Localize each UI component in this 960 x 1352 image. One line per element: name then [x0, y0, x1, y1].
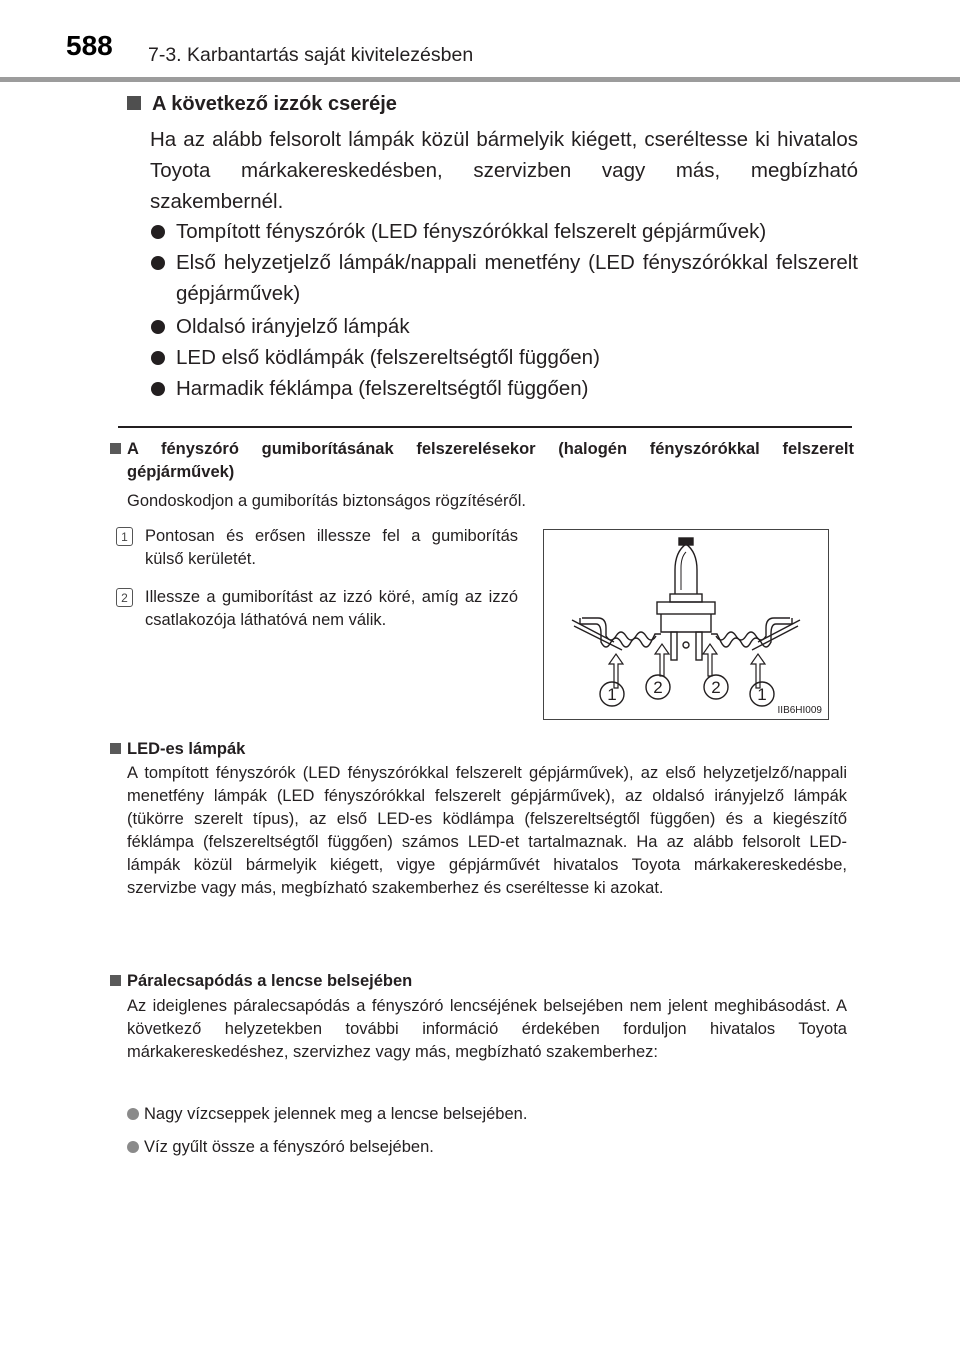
bulb-cover-figure — [543, 529, 829, 720]
bullet-dot-icon — [151, 225, 165, 239]
section-heading-rubber-cover — [110, 438, 854, 484]
page-number: 588 — [66, 30, 113, 61]
figure-label: 1 — [757, 685, 767, 704]
figure-label: 1 — [607, 685, 617, 704]
list-item-text: Tompított fényszórók (LED fényszórókkal felszerelt gépjárművek) — [176, 220, 767, 243]
square-bullet-icon — [110, 743, 121, 754]
list-item — [150, 247, 858, 309]
section-intro: Gondoskodjon a gumiborítás biztonságos rögzítéséről. — [127, 492, 526, 510]
list-item — [127, 1103, 847, 1126]
section-heading-condensation — [110, 970, 854, 993]
list-item-text: Oldalsó irányjelző lámpák — [176, 315, 410, 338]
square-bullet-icon — [127, 96, 141, 110]
bullet-dot-icon — [151, 382, 165, 396]
figure-label: 2 — [711, 678, 721, 697]
step-number: 2 — [116, 588, 133, 607]
bullet-dot-icon — [127, 1108, 139, 1120]
square-bullet-icon — [110, 975, 121, 986]
bullet-dot-icon — [127, 1141, 139, 1153]
bullet-dot-icon — [151, 351, 165, 365]
step-text: Pontosan és erősen illessze fel a gumiborítás külső kerületét. — [145, 527, 518, 568]
list-item-text: LED első ködlámpák (felszereltségtől függően) — [176, 346, 600, 369]
section-paragraph: Ha az alább felsorolt lámpák közül bármelyik kiégett, cseréltesse ki hivatalos Toyota márkakereskedésben, szervizben vagy más, megbízható szakembernél. — [150, 128, 858, 213]
list-item-text: Első helyzetjelző lámpák/nappali menetfény (LED fényszórókkal felszerelt gépjárművek) — [176, 251, 858, 305]
section-heading-text: A következő izzók cseréje — [152, 93, 397, 115]
list-item-text: Nagy vízcseppek jelennek meg a lencse belsejében. — [144, 1105, 528, 1123]
figure-code: IIB6HI009 — [777, 705, 822, 716]
list-item — [150, 342, 858, 373]
list-item-text: Víz gyűlt össze a fényszóró belsejében. — [144, 1138, 434, 1156]
step-number: 1 — [116, 527, 133, 546]
step-text: Illessze a gumiborítást az izzó köré, amíg az izzó csatlakozója láthatóvá nem válik. — [145, 588, 518, 629]
chapter-title: 7-3. Karbantartás saját kivitelezésben — [148, 44, 474, 66]
bulb-illustration — [544, 530, 828, 719]
section-heading-bulbs — [127, 93, 397, 116]
section-divider — [118, 426, 852, 428]
section-heading-text: A fényszóró gumiborításának felszerelésekor (halogén fényszórókkal felszerelt gépjárművek) — [127, 440, 854, 481]
step-item — [116, 586, 518, 632]
section-condensation-text: Az ideiglenes páralecsapódás a fényszóró lencséjének belsejében nem jelent meghibásodást. A következő helyzetekben további információ érdekében forduljon hivatalos Toyota márkakereskedéshez, szervizhez vagy más, megbízható szakemberhez: — [127, 997, 847, 1061]
bullet-dot-icon — [151, 320, 165, 334]
list-item-text: Harmadik féklámpa (felszereltségtől függően) — [176, 377, 589, 400]
section-heading-text: Páralecsapódás a lencse belsejében — [127, 972, 413, 990]
list-item — [127, 1136, 847, 1159]
section-heading-text: LED-es lámpák — [127, 740, 246, 758]
list-item — [150, 311, 858, 342]
list-item — [150, 216, 858, 247]
square-bullet-icon — [110, 443, 121, 454]
bullet-dot-icon — [151, 256, 165, 270]
figure-label: 2 — [653, 678, 663, 697]
list-item — [150, 373, 858, 404]
header-rule — [0, 77, 960, 82]
section-led-text: A tompított fényszórók (LED fényszórókkal felszerelt gépjárművek), az első helyzetjelző/nappali menetfény lámpák (LED fényszórókkal felszerelt gépjárművek), az oldalsó irányjelző lámpák (tükörre szerelt típus), az első LED-es ködlámpa (felszereltségtől függően) és a kiegészítő féklámpa (felszereltségtől függően) számos LED-et tartalmaznak. Ha az alább felsorolt LED-lámpák közül bármelyik kiégett, vigye gépjárművét hivatalos Toyota márkakereskedésbe, szervizbe vagy más, megbízható szakemberhez és cseréltesse ki azokat. — [127, 764, 847, 897]
section-heading-led — [110, 738, 854, 761]
step-item — [116, 525, 518, 571]
